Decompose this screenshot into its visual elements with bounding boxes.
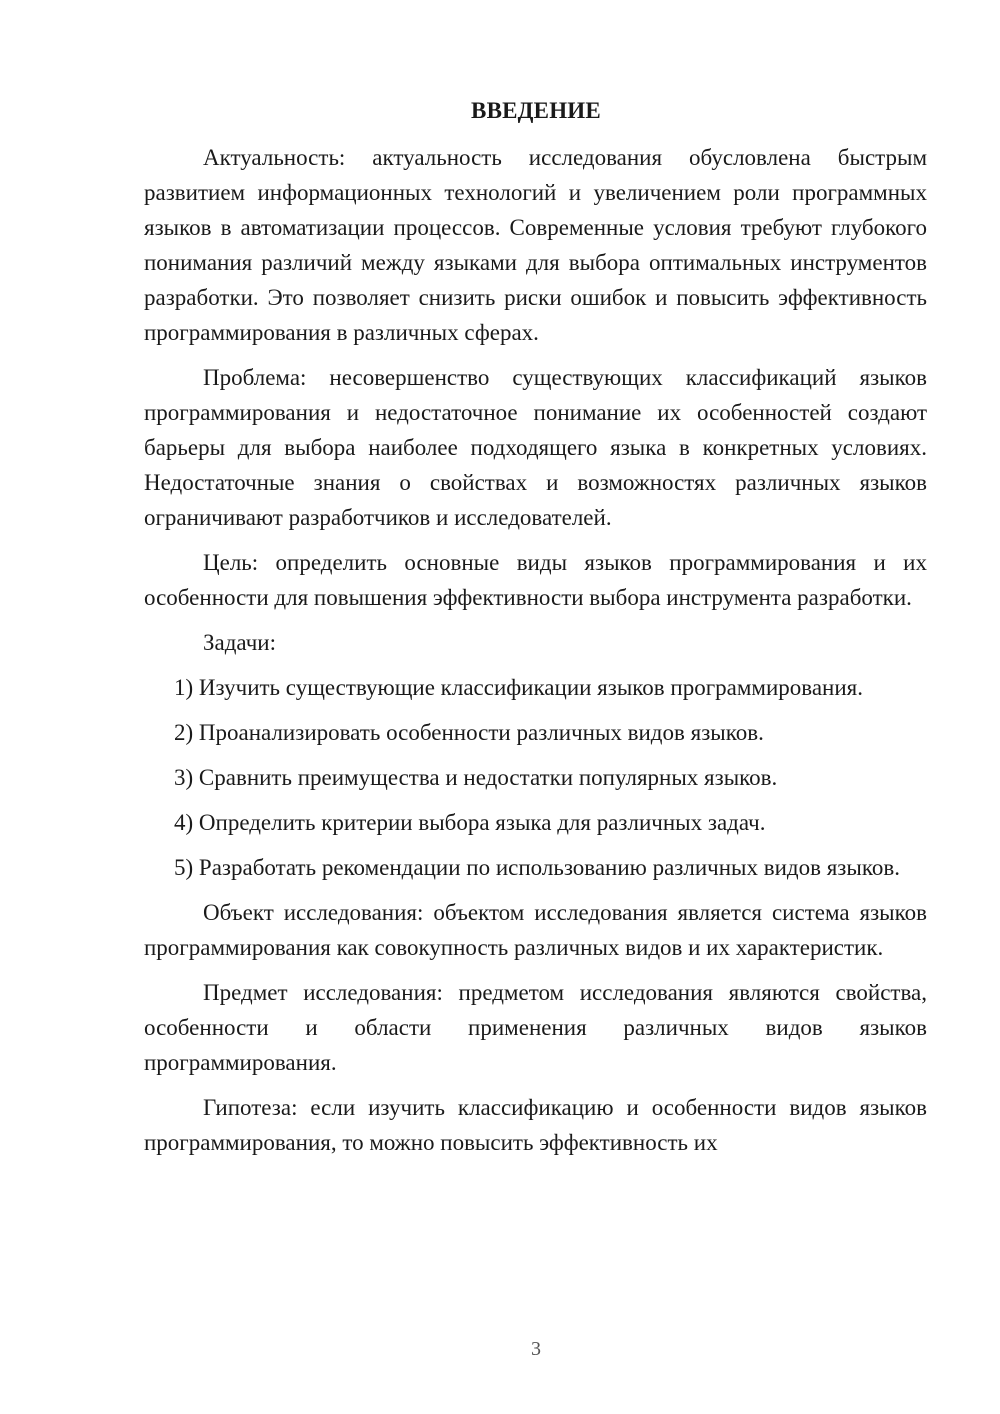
task-item-5: 5) Разработать рекомендации по использованию различных видов языков. bbox=[174, 855, 900, 880]
task-item-3: 3) Сравнить преимущества и недостатки популярных языков. bbox=[174, 765, 778, 790]
paragraph-object: Объект исследования: объектом исследования является система языков программирования как совокупность различных видов и их характеристик. bbox=[144, 900, 927, 960]
task-item-4: 4) Определить критерии выбора языка для различных задач. bbox=[174, 810, 766, 835]
page-number: 3 bbox=[531, 1338, 541, 1360]
paragraph-relevance: Актуальность: актуальность исследования обусловлена быстрым развитием информационных технологий и увеличением роли программных языков в автоматизации процессов. Современные условия требуют глубокого понимания различий между языками для выбора оптимальных инструментов разработки. Это позволяет снизить риски ошибок и повысить эффективность программирования в различных сферах. bbox=[144, 145, 927, 345]
paragraph-tasks-heading: Задачи: bbox=[203, 630, 276, 655]
paragraph-goal: Цель: определить основные виды языков программирования и их особенности для повышения эффективности выбора инструмента разработки. bbox=[144, 550, 927, 610]
section-title: ВВЕДЕНИЕ bbox=[471, 98, 601, 123]
body-text bbox=[144, 140, 927, 1170]
task-item-1: 1) Изучить существующие классификации языков программирования. bbox=[174, 675, 864, 700]
task-item-2: 2) Проанализировать особенности различных видов языков. bbox=[174, 720, 764, 745]
paragraph-hypothesis: Гипотеза: если изучить классификацию и особенности видов языков программирования, то можно повысить эффективность их bbox=[144, 1095, 927, 1155]
paragraph-problem: Проблема: несовершенство существующих классификаций языков программирования и недостаточное понимание их особенностей создают барьеры для выбора наиболее подходящего языка в конкретных условиях. Недостаточные знания о свойствах и возможностях различных языков ограничивают разработчиков и исследователей. bbox=[144, 365, 927, 530]
paragraph-subject: Предмет исследования: предметом исследования являются свойства, особенности и области применения различных видов языков программирования. bbox=[144, 980, 927, 1075]
